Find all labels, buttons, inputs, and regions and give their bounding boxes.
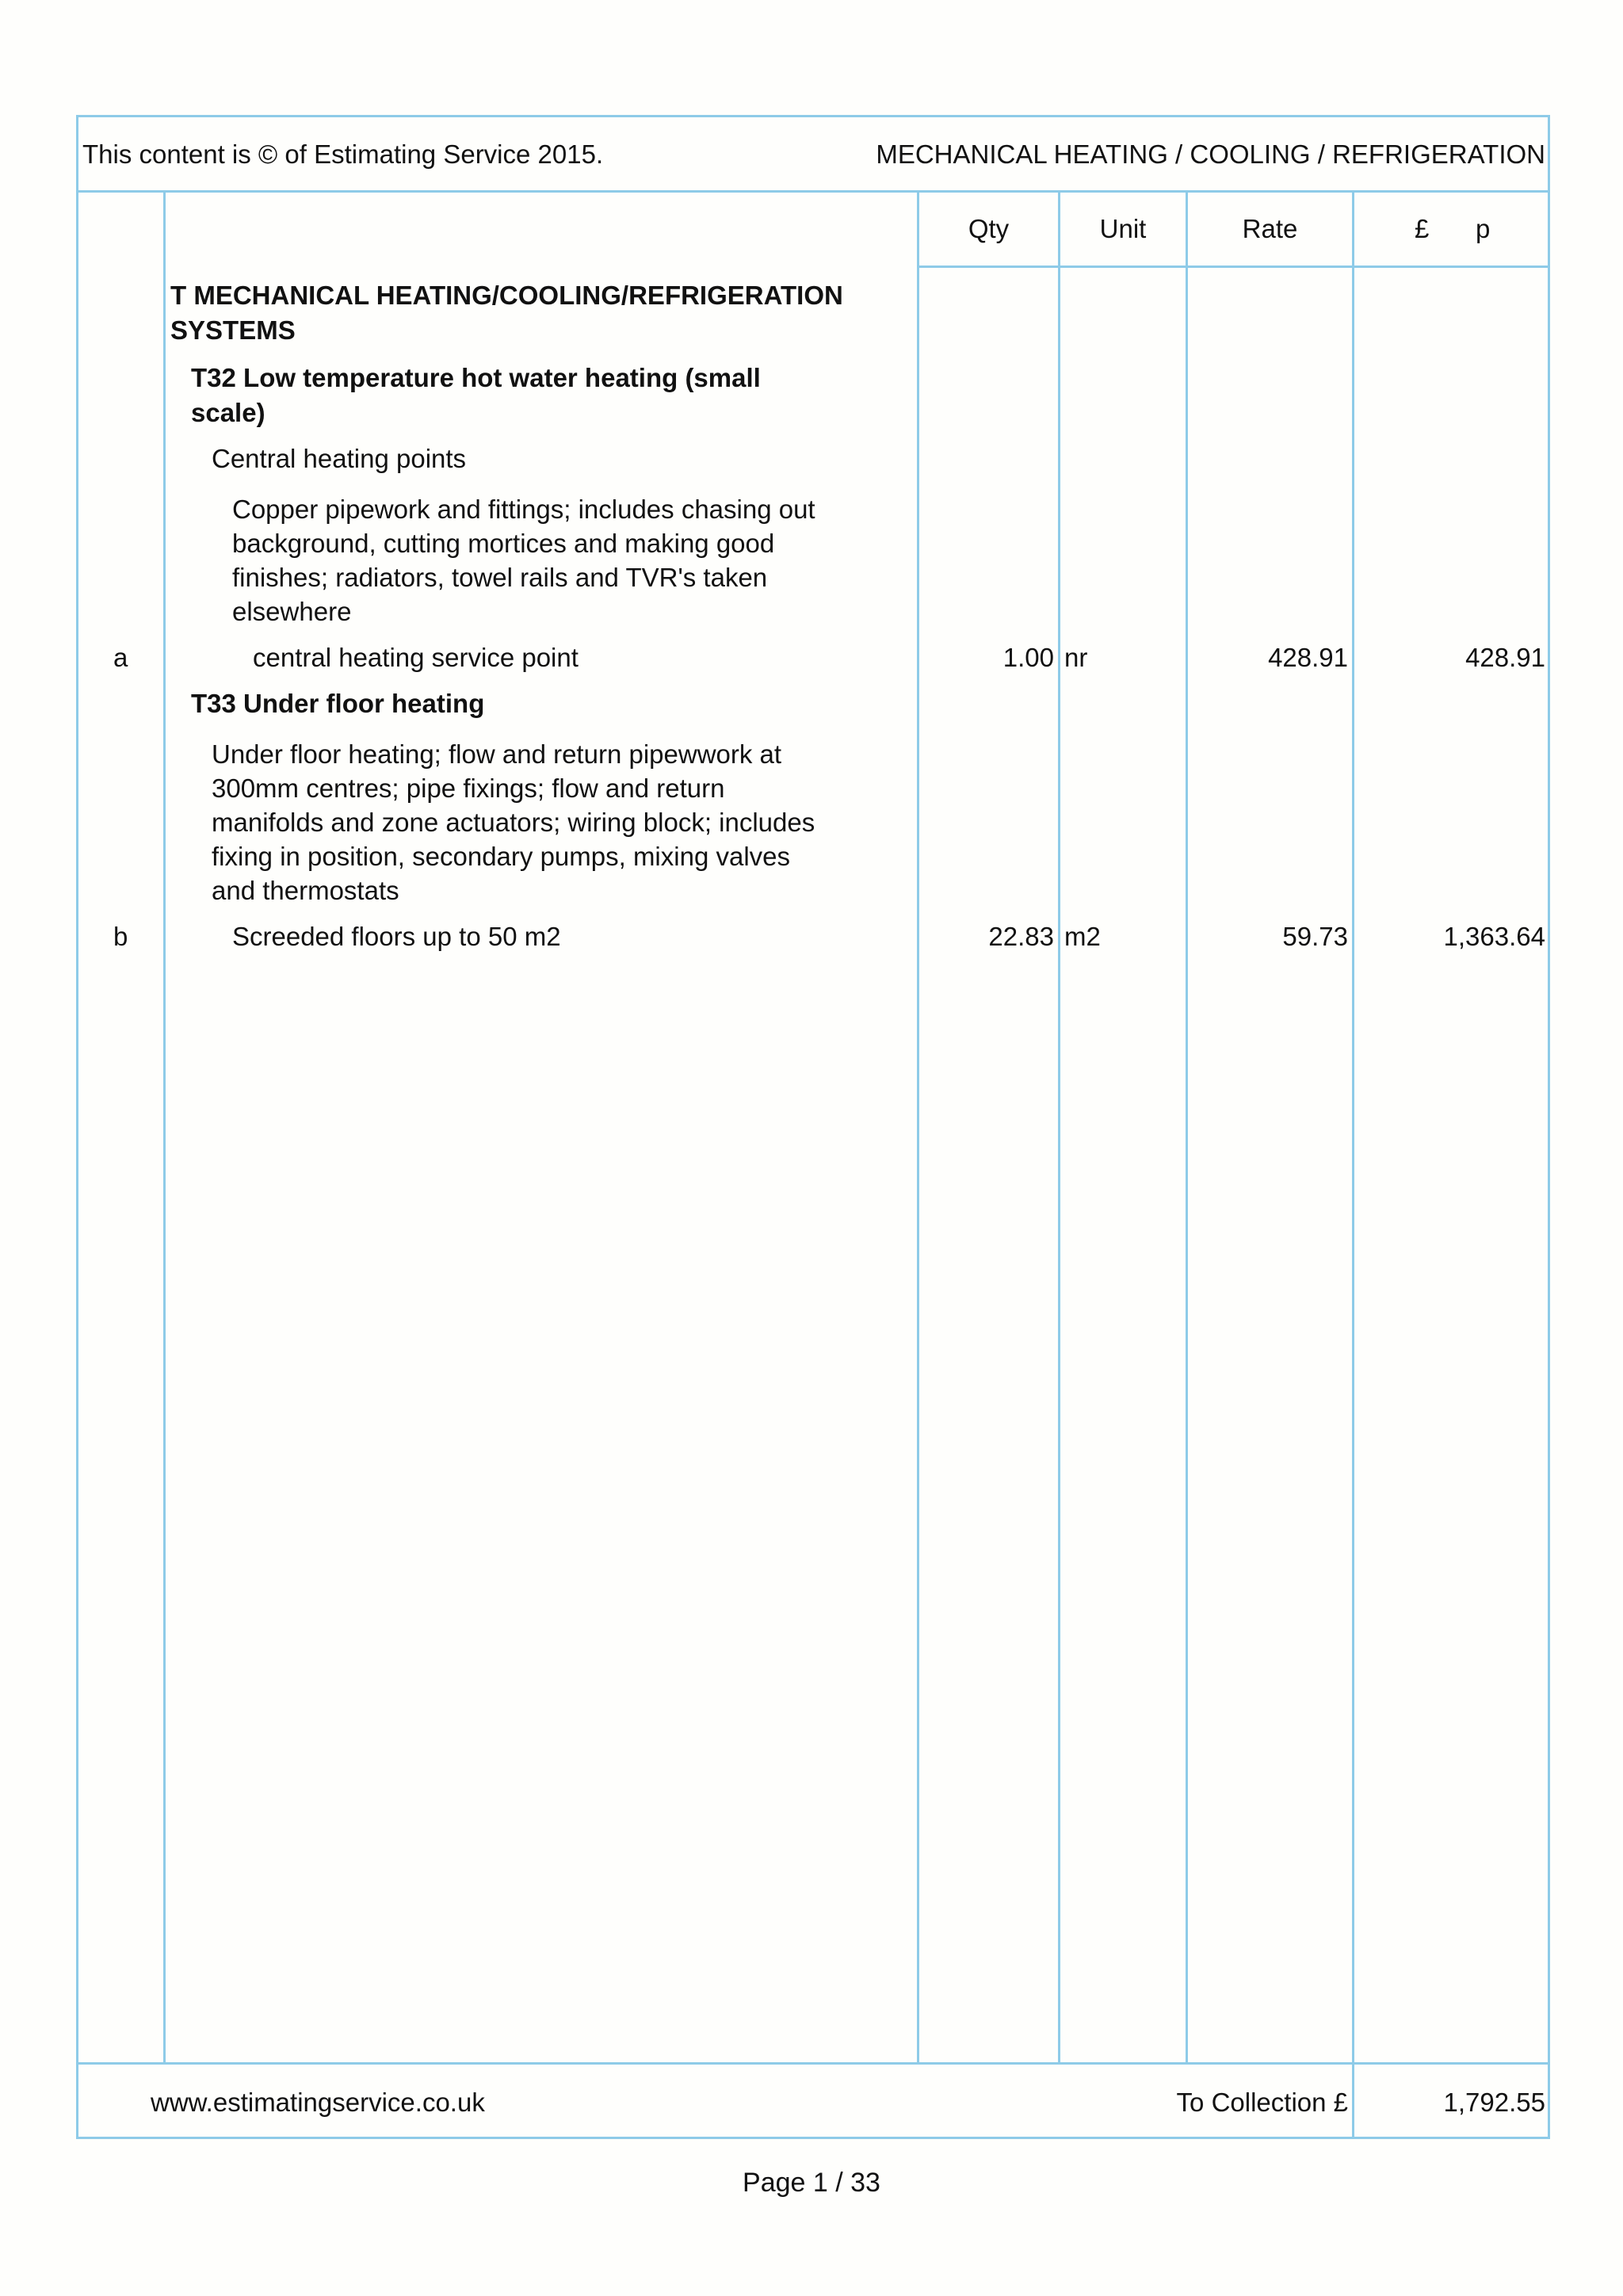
item-description: central heating service point xyxy=(253,643,579,672)
main-heading-line-2: SYSTEMS xyxy=(170,315,296,345)
pounds-header: £ xyxy=(1415,214,1430,243)
central-heating-points: Central heating points xyxy=(212,444,467,473)
ufh-desc-line: and thermostats xyxy=(212,876,399,905)
copper-desc-line: Copper pipework and fittings; includes chasing out xyxy=(232,495,815,524)
unit-column-rule xyxy=(1186,190,1188,2063)
item-unit: nr xyxy=(1064,643,1088,672)
ref-column-rule xyxy=(163,190,166,2063)
page-frame xyxy=(76,115,1550,2139)
rate-column-rule xyxy=(1352,190,1354,2138)
ufh-desc-line: manifolds and zone actuators; wiring block; includes xyxy=(212,808,815,837)
t32-heading-line-2: scale) xyxy=(191,398,265,427)
header-rule xyxy=(76,190,1550,193)
collection-total: 1,792.55 xyxy=(1443,2088,1545,2117)
item-ref: b xyxy=(113,922,128,951)
main-heading-line-1: T MECHANICAL HEATING/COOLING/REFRIGERATION xyxy=(170,281,843,310)
item-total: 1,363.64 xyxy=(1443,922,1545,951)
qty-column-rule xyxy=(1058,190,1060,2063)
item-ref: a xyxy=(113,643,128,672)
collection-label: To Collection £ xyxy=(1176,2088,1348,2117)
page-number: Page 1 / 33 xyxy=(743,2168,880,2198)
copper-desc-line: background, cutting mortices and making good xyxy=(232,529,775,558)
unit-header: Unit xyxy=(1099,214,1147,243)
column-header-rule xyxy=(917,266,1550,268)
ufh-desc-line: 300mm centres; pipe fixings; flow and return xyxy=(212,774,725,803)
item-qty: 1.00 xyxy=(1002,643,1054,672)
desc-column-rule xyxy=(917,190,919,2063)
pence-header: p xyxy=(1476,214,1491,243)
copper-desc-line: finishes; radiators, towel rails and TVR's taken xyxy=(232,563,768,592)
t32-heading-line-1: T32 Low temperature hot water heating (small xyxy=(191,363,761,392)
item-rate: 59.73 xyxy=(1282,922,1348,951)
item-description: Screeded floors up to 50 m2 xyxy=(232,922,561,951)
item-total: 428.91 xyxy=(1465,643,1545,672)
copper-desc-line: elsewhere xyxy=(232,597,352,626)
item-qty: 22.83 xyxy=(988,922,1054,951)
rate-header: Rate xyxy=(1242,214,1298,243)
qty-header: Qty xyxy=(968,214,1010,243)
item-rate: 428.91 xyxy=(1268,643,1348,672)
footer-rule xyxy=(76,2062,1550,2065)
item-unit: m2 xyxy=(1064,922,1101,951)
section-title: MECHANICAL HEATING / COOLING / REFRIGERATION xyxy=(876,139,1545,169)
t33-heading: T33 Under floor heating xyxy=(191,689,485,718)
ufh-desc-line: fixing in position, secondary pumps, mixing valves xyxy=(212,842,791,871)
website-link[interactable]: www.estimatingservice.co.uk xyxy=(151,2088,485,2117)
copyright-notice: This content is © of Estimating Service 2015. xyxy=(82,139,604,169)
ufh-desc-line: Under floor heating; flow and return pipewwork at xyxy=(212,739,782,769)
